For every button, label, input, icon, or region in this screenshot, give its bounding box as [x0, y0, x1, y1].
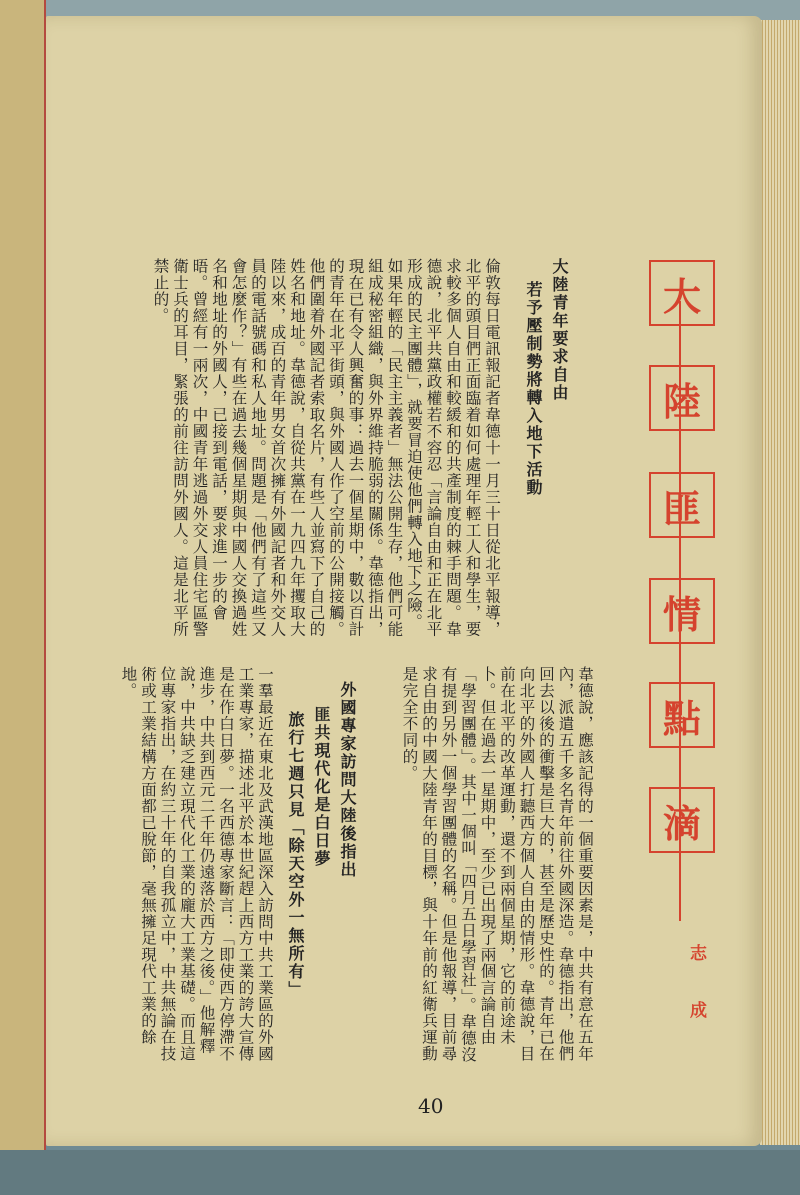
author-name: 志成 — [686, 944, 706, 1058]
previous-page-text — [2, 170, 42, 930]
article2-subheadline: 匪共現代化是白日夢 — [312, 706, 331, 868]
article1-headline: 大陸青年要求自由 — [550, 258, 569, 402]
background-bottom — [0, 1150, 800, 1195]
book-page — [46, 16, 762, 1146]
title-char-box: 點 — [649, 682, 715, 748]
article2-subheadline-2: 旅行七週只見「除天空外一無所有」 — [286, 711, 305, 999]
book-page-edges — [760, 20, 800, 1145]
article2-body: 一羣最近在東北及武漢地區深入訪問中共工業區的外國工業專家，描述北平於本世紀趕上西方工業的誇大宣傳是在作白日夢。一名西德專家斷言：「即使西方停滯不進步，中共到西元二千年仍遠落於西方之後。」他解釋說，中共缺乏建立現代化工業的龐大工業基礎。而且這位專家指出，在約三十年的自我孤立中，中共無論在技術或工業結構方面都已脫節，毫無擁足現代工業的餘地。 — [119, 666, 274, 1062]
previous-page-edge — [0, 0, 46, 1150]
article1-subheadline: 若予壓制勢將轉入地下活動 — [524, 281, 543, 497]
article1-body: 倫敦每日電訊報記者韋德十一月三十日從北平報導，北平的頭目們正面臨着如何處理年輕工人和學生，要求較多個人自由和較緩和的共產制度的棘手問題。韋德說，北平共黨政權若不容忍「言論自由和正在北平形成的民主團體」，就要冒迫使他們轉入地下之險。如果年輕的「民主主義者」無法公開生存，他們可能組成秘密組織，與外界維持脆弱的關係。韋德指出，現在已有令人興奮的事：過去一個星期中，數以百計的青年在北平街頭，與外國人作了空前的公開接觸。他們圍着外國記者索取名片，有些人並寫下了自己的姓名和地址。韋德說，自從共黨在一九四九年攫取大陸以來，成百的青年男女首次擁有外國記者和外交人員的電話號碼和私人地址。問題是「他們有了這些又會怎麼作？」有些在過去幾個星期與中國人交換過姓名和地址的外國人，已接到電話，要求進一步的會晤。曾經有一兩次，中國青年逃過外交人員住宅區警衛士兵的耳目，緊張的前往訪問外國人。這是北平所禁止的。 — [151, 258, 501, 638]
title-char-box: 情 — [649, 578, 715, 644]
title-char-box: 大 — [649, 260, 715, 326]
page-number: 40 — [418, 1094, 444, 1118]
article2-headline: 外國專家訪問大陸後指出 — [338, 681, 357, 879]
title-char-box: 匪 — [649, 472, 715, 538]
title-char-box: 陸 — [649, 365, 715, 431]
article1-body-continued: 韋德說，應該記得的一個重要因素是，中共有意在五年內，派遣五千多名青年前往外國深造。韋德指出，他們回去以後的衝擊是巨大的，甚至是歷史性的。青年已在向北平的外國人打聽西方個人自由的情形。韋德說，目前在北平的改革運動，還不到兩個星期，它的前途未卜。但在過去一星期中，至少已出現了兩個言論自由「學習團體」。其中一個叫「四月五日學習社」。韋德沒有提到另外一個學習團體的名稱。但是他報導，目前尋求自由的中國大陸青年的目標，與十年前的紅衛兵運動是完全不同的。 — [400, 666, 594, 1063]
title-char-box: 滴 — [649, 787, 715, 853]
